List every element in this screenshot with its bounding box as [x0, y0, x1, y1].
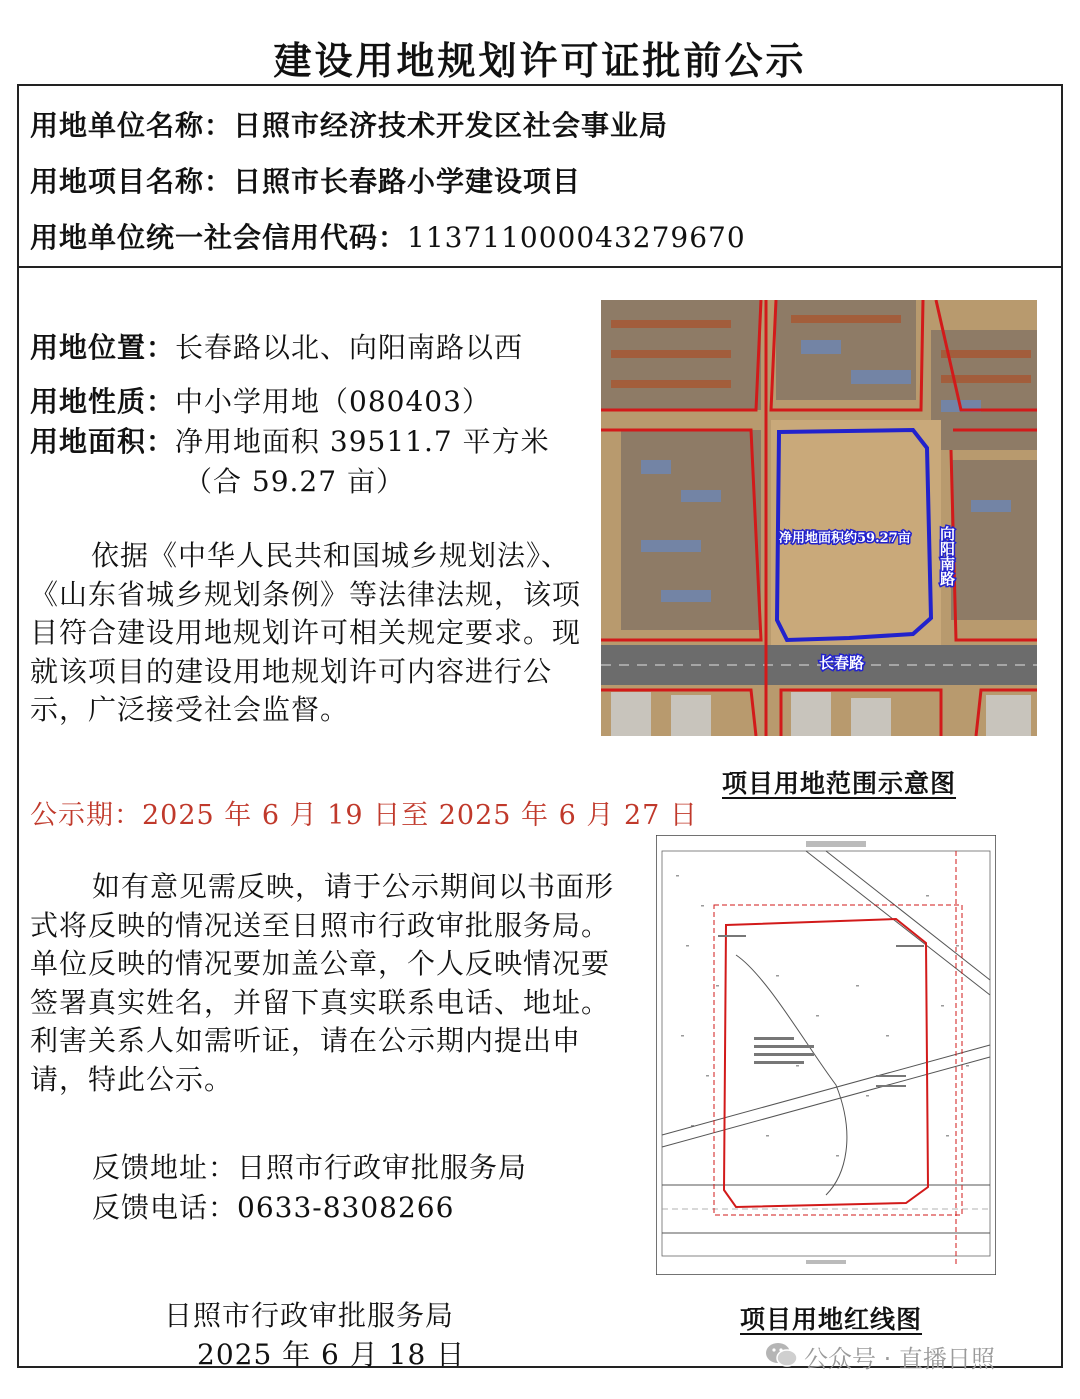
redline-plan-image	[656, 835, 996, 1275]
satellite-road-east: 向阳南路	[938, 526, 956, 586]
header-divider	[17, 266, 1063, 268]
nature-value: 中小学用地（080403）	[175, 385, 491, 418]
area-label: 用地面积：	[30, 425, 176, 458]
credit-code-label: 用地单位统一社会信用代码：	[30, 221, 408, 254]
redline-plan	[656, 835, 996, 1275]
satellite-map-caption: 项目用地范围示意图	[722, 769, 957, 798]
feedback-phone: 反馈电话：0633-8308266	[92, 1191, 455, 1224]
feedback-address: 反馈地址：日照市行政审批服务局	[92, 1151, 528, 1184]
project-name-label: 用地项目名称：	[30, 165, 234, 198]
credit-code-value: 113711000043279670	[407, 221, 746, 254]
basis-paragraph: 依据《中华人民共和国城乡规划法》、《山东省城乡规划条例》等法律法规，该项目符合建设用地规划许可相关规定要求。现就该项目的建设用地规划许可内容进行公示，广泛接受社会监督。	[30, 539, 582, 726]
page-title: 建设用地规划许可证批前公示	[273, 38, 807, 83]
signature-org: 日照市行政审批服务局	[164, 1299, 455, 1332]
publicity-period: 公示期：2025 年 6 月 19 日至 2025 年 6 月 27 日	[30, 800, 698, 831]
nature-label: 用地性质：	[30, 385, 176, 418]
project-name-row	[30, 160, 581, 200]
project-name-value: 日照市长春路小学建设项目	[233, 165, 582, 198]
satellite-map	[601, 300, 1037, 736]
satellite-area-label: 净用地面积约59.27亩	[779, 531, 911, 546]
area-row	[30, 420, 550, 460]
signature-date: 2025 年 6 月 18 日	[197, 1338, 466, 1371]
location-label: 用地位置：	[30, 331, 176, 364]
satellite-road-south: 长春路	[819, 654, 865, 672]
feedback-paragraph: 如有意见需反映，请于公示期间以书面形式将反映的情况送至日照市行政审批服务局。单位反映的情况要加盖公章，个人反映情况要签署真实姓名，并留下真实联系电话、地址。利害关系人如需听证，请在公示期内提出申请，特此公示。	[30, 870, 615, 1096]
credit-code-row	[30, 216, 746, 256]
location-value: 长春路以北、向阳南路以西	[175, 331, 524, 364]
unit-name-row	[30, 104, 668, 144]
area-mu: （合 59.27 亩）	[184, 465, 405, 498]
unit-name-value: 日照市经济技术开发区社会事业局	[233, 109, 669, 142]
satellite-map-image	[601, 300, 1037, 736]
area-value: 净用地面积 39511.7 平方米	[175, 425, 550, 458]
redline-plan-caption: 项目用地红线图	[740, 1305, 923, 1334]
wechat-icon	[765, 1341, 799, 1369]
location-row	[30, 326, 523, 366]
nature-row	[30, 380, 491, 420]
watermark: 公众号 · 直播日照	[804, 1345, 995, 1373]
unit-name-label: 用地单位名称：	[30, 109, 234, 142]
